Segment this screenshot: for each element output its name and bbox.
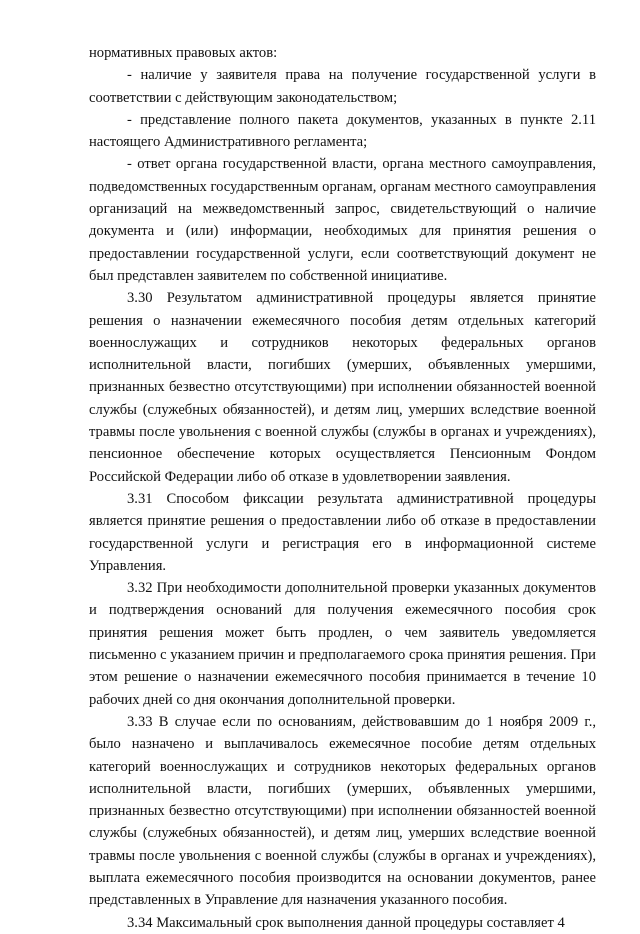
- paragraph-criterion-right: - наличие у заявителя права на получение государственной услуги в соответствии с действующим законодательством;: [89, 67, 596, 106]
- paragraph-3-34: 3.34 Максимальный срок выполнения данной процедуры составляет 4: [127, 914, 565, 931]
- document-page: [89, 42, 596, 934]
- paragraph-3-33: 3.33 В случае если по основаниям, действовавшим до 1 ноября 2009 г., было назначено и выплачивалось ежемесячное пособие детям отдельных категорий военнослужащих и сотрудников некоторых федеральных органов исполнительной власти, погибших (умерших, объявленных умершими, признанных безвестно отсутствующими) при исполнении обязанностей военной службы (служебных обязанностей), и детям лиц, умерших вследствие военной травмы после увольнения с военной службы (службы в органах и учреждениях), выплата ежемесячного пособия производится на основании документов, ранее представленных в Управление для назначения указанного пособия.: [89, 713, 596, 909]
- paragraph-3-32: 3.32 При необходимости дополнительной проверки указанных документов и подтверждения оснований для получения ежемесячного пособия срок принятия решения может быть продлен, о чем заявитель уведомляется письменно с указанием причин и предполагаемого срока принятия решения. При этом решение о назначении ежемесячного пособия принимается в течение 10 рабочих дней со дня окончания дополнительной проверки.: [89, 580, 596, 708]
- paragraph-continuation: нормативных правовых актов:: [89, 45, 278, 61]
- paragraph-3-31: 3.31 Способом фиксации результата административной процедуры является принятие решения о предоставлении либо об отказе в предоставлении государственной услуги и регистрация его в информационной системе Управления.: [89, 490, 596, 574]
- paragraph-criterion-response: - ответ органа государственной власти, органа местного самоуправления, подведомственных государственным органам, органам местного самоуправления организаций на межведомственный запрос, свидетельствующий о наличие документа и (или) информации, необходимых для принятия решения о предоставлении государственной услуги, если соответствующий документ не был представлен заявителем по собственной инициативе.: [89, 156, 596, 284]
- paragraph-criterion-documents: - представление полного пакета документов, указанных в пункте 2.11 настоящего Административного регламента;: [89, 111, 596, 151]
- paragraph-3-30: 3.30 Результатом административной процедуры является принятие решения о назначении ежемесячного пособия детям отдельных категорий военнослужащих и сотрудников некоторых федеральных органов исполнительной власти, погибших (умерших, объявленных умершими, признанных безвестно отсутствующими) при исполнении обязанностей военной службы (служебных обязанностей), и детям лиц, умерших вследствие военной травмы после увольнения с военной службы (службы в органах и учреждениях), пенсионное обеспечение которых осуществляется Пенсионным Фондом Российской Федерации либо об отказе в удовлетворении заявления.: [89, 290, 596, 485]
